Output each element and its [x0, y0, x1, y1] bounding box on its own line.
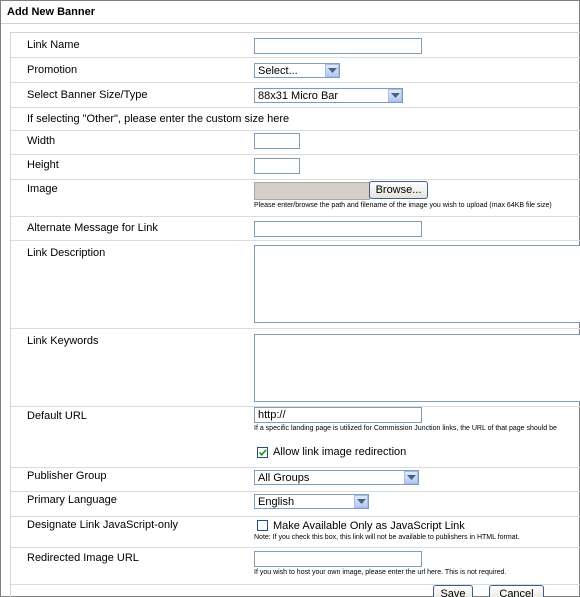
redirected-image-url-help-text: If you wish to host your own image, please enter the url here. This is not required. [254, 569, 507, 576]
row-primary-language [11, 492, 580, 517]
row-link-name [11, 33, 580, 58]
alt-message-input[interactable] [254, 221, 422, 237]
primary-language-selected-value: English [258, 496, 295, 508]
default-url-help-text: If a specific landing page is utilized for Commission Junction links, the URL of that page should be [254, 425, 557, 432]
default-url-label: Default URL [27, 410, 87, 422]
height-label: Height [27, 159, 59, 171]
row-redirected-image-url [11, 548, 580, 585]
javascript-only-label: Designate Link JavaScript-only [27, 519, 179, 531]
row-promotion [11, 58, 580, 83]
width-input[interactable] [254, 133, 300, 149]
row-link-keywords [11, 329, 580, 407]
row-default-url [11, 407, 580, 468]
row-javascript-only [11, 517, 580, 548]
chevron-down-icon[interactable] [325, 64, 339, 77]
chevron-down-icon[interactable] [404, 471, 418, 484]
link-description-label: Link Description [27, 247, 106, 259]
browse-button[interactable]: Browse... [369, 181, 428, 199]
row-image [11, 180, 580, 217]
row-publisher-group [11, 468, 580, 492]
javascript-only-checkbox[interactable] [257, 520, 268, 531]
image-help-text: Please enter/browse the path and filename of the image you wish to upload (max 64KB file size) [254, 202, 552, 209]
save-button[interactable]: Save [433, 585, 473, 597]
publisher-group-selected-value: All Groups [258, 472, 310, 484]
image-path-input[interactable] [254, 182, 370, 200]
chevron-down-icon[interactable] [388, 89, 402, 102]
link-name-label: Link Name [27, 39, 80, 51]
row-banner-size [11, 83, 580, 108]
default-url-input[interactable]: http:// [254, 407, 422, 423]
banner-size-select[interactable] [254, 88, 403, 103]
redirected-image-url-label: Redirected Image URL [27, 552, 139, 564]
row-alt-message [11, 217, 580, 241]
promotion-label: Promotion [27, 64, 78, 76]
javascript-only-note: Note: If you check this box, this link will not be available to publishers in HTML format. [254, 534, 520, 541]
banner-size-selected-value: 88x31 Micro Bar [258, 90, 339, 102]
promotion-select[interactable] [254, 63, 340, 78]
link-keywords-label: Link Keywords [27, 335, 99, 347]
chevron-down-icon[interactable] [354, 495, 368, 508]
link-description-textarea[interactable] [254, 245, 580, 323]
image-label: Image [27, 183, 58, 195]
row-height [11, 155, 580, 180]
publisher-group-select[interactable] [254, 470, 419, 485]
image-redirection-checkbox[interactable] [257, 447, 268, 458]
image-redirection-label: Allow link image redirection [273, 446, 407, 458]
banner-form [10, 32, 580, 597]
link-keywords-textarea[interactable] [254, 334, 580, 402]
primary-language-label: Primary Language [27, 494, 117, 506]
primary-language-select[interactable] [254, 494, 369, 509]
banner-size-label: Select Banner Size/Type [27, 89, 148, 101]
link-name-input[interactable] [254, 38, 422, 54]
promotion-selected-value: Select... [258, 65, 298, 77]
alt-message-label: Alternate Message for Link [27, 222, 158, 234]
javascript-only-checkbox-label: Make Available Only as JavaScript Link [273, 520, 465, 532]
redirected-image-url-input[interactable] [254, 551, 422, 567]
width-label: Width [27, 135, 56, 147]
publisher-group-label: Publisher Group [27, 470, 107, 482]
row-link-description [11, 241, 580, 329]
row-width [11, 131, 580, 155]
cancel-button[interactable]: Cancel [489, 585, 544, 597]
form-title: Add New Banner [7, 6, 96, 18]
row-other-note [11, 108, 580, 131]
other-size-note: If selecting "Other", please enter the custom size here [27, 113, 290, 125]
height-input[interactable] [254, 158, 300, 174]
panel-header [1, 1, 579, 24]
